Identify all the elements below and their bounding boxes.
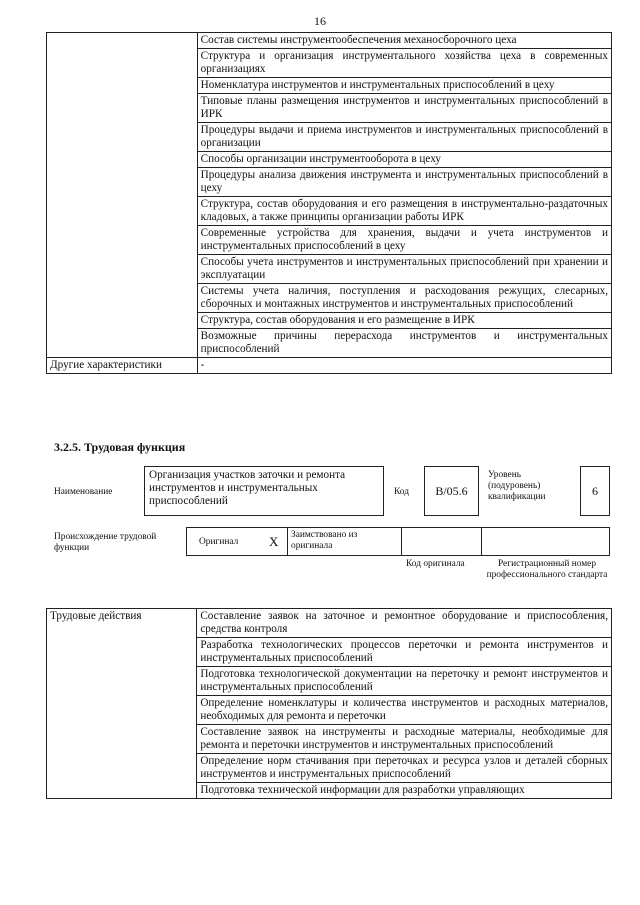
original-label: Оригинал: [199, 537, 239, 547]
actions-table: [46, 608, 612, 799]
table-cell: Определение номенклатуры и количества инструментов и расходных материалов, необходимых для ремонта и переточки: [197, 696, 612, 725]
borrowed-label: Заимствовано из оригинала: [291, 530, 358, 551]
function-name-box: [144, 466, 384, 516]
table-row: [47, 33, 612, 49]
table-cell: Возможные причины перерасхода инструментов и инструментальных приспособлений: [197, 329, 611, 358]
actions-label: Трудовые действия: [47, 609, 197, 799]
table-label-cell: [47, 33, 198, 358]
registration-number-cell: [481, 528, 609, 555]
other-characteristics-value: -: [197, 358, 611, 374]
table-cell: Способы учета инструментов и инструментальных приспособлений при хранении и эксплуатации: [197, 255, 611, 284]
table-row: [47, 358, 612, 374]
code-value: B/05.6: [435, 484, 468, 498]
table-cell: Процедуры анализа движения инструмента и инструментальных приспособлений в цеху: [197, 168, 611, 197]
table-cell: Структура, состав оборудования и его размещение в ИРК: [197, 313, 611, 329]
table-cell: Номенклатура инструментов и инструментальных приспособлений в цеху: [197, 78, 611, 94]
function-name-value: Организация участков заточки и ремонта инструментов и инструментальных приспособлений: [149, 469, 346, 507]
origin-label: Происхождение трудовой функции: [54, 532, 157, 553]
table-cell: Подготовка технической информации для разработки управляющих: [197, 783, 612, 799]
table-cell: Составление заявок на инструменты и расходные материалы, необходимые для ремонта и переточки инструментов и инструментальных приспособлений: [197, 725, 612, 754]
table-cell: Состав системы инструментообеспечения механосборочного цеха: [197, 33, 611, 49]
table-cell: Составление заявок на заточное и ремонтное оборудование и приспособления, средства контроля: [197, 609, 612, 638]
page-number: 16: [314, 14, 326, 28]
table-cell: Способы организации инструментооборота в цеху: [197, 152, 611, 168]
table-cell: Структура, состав оборудования и его размещения в инструментально-раздаточных кладовых, а также принципы организации работы ИРК: [197, 197, 611, 226]
table-row: [47, 609, 612, 638]
table-cell: Процедуры выдачи и приема инструментов и инструментальных приспособлений в организации: [197, 123, 611, 152]
level-box: [580, 466, 610, 516]
level-label: Уровень (подуровень) квалификации: [488, 470, 546, 502]
code-box: [424, 466, 479, 516]
table-cell: Подготовка технологической документации на переточку и ремонт инструментов и инструментальных приспособлений: [197, 667, 612, 696]
code-label: Код: [394, 487, 409, 497]
table-cell: Современные устройства для хранения, выдачи и учета инструментов и инструментальных приспособлений в цеху: [197, 226, 611, 255]
table-cell: Типовые планы размещения инструментов и инструментальных приспособлений в ИРК: [197, 94, 611, 123]
table-cell: Системы учета наличия, поступления и расходования режущих, слесарных, сборочных и монтажных инструментов и инструментальных приспособлений: [197, 284, 611, 313]
original-cell: [187, 528, 288, 555]
table-cell: Определение норм стачивания при переточках и ресурса узлов и деталей сборных инструментов и инструментальных приспособлений: [197, 754, 612, 783]
table-cell: Разработка технологических процессов переточки и ремонта инструментов и инструментальных приспособлений: [197, 638, 612, 667]
borrowed-cell: [287, 528, 402, 555]
level-value: 6: [592, 484, 598, 498]
origin-box: [186, 527, 610, 556]
original-code-label: Код оригинала: [406, 559, 465, 569]
knowledge-table: [46, 32, 612, 374]
original-code-cell: [401, 528, 482, 555]
registration-number-label: Регистрационный номер профессионального стандарта: [486, 559, 608, 580]
name-label: Наименование: [54, 487, 113, 497]
original-mark: X: [269, 534, 279, 549]
table-cell: Структура и организация инструментального хозяйства цеха в современных организациях: [197, 49, 611, 78]
other-characteristics-label: Другие характеристики: [47, 358, 198, 374]
section-title: 3.2.5. Трудовая функция: [54, 440, 186, 454]
